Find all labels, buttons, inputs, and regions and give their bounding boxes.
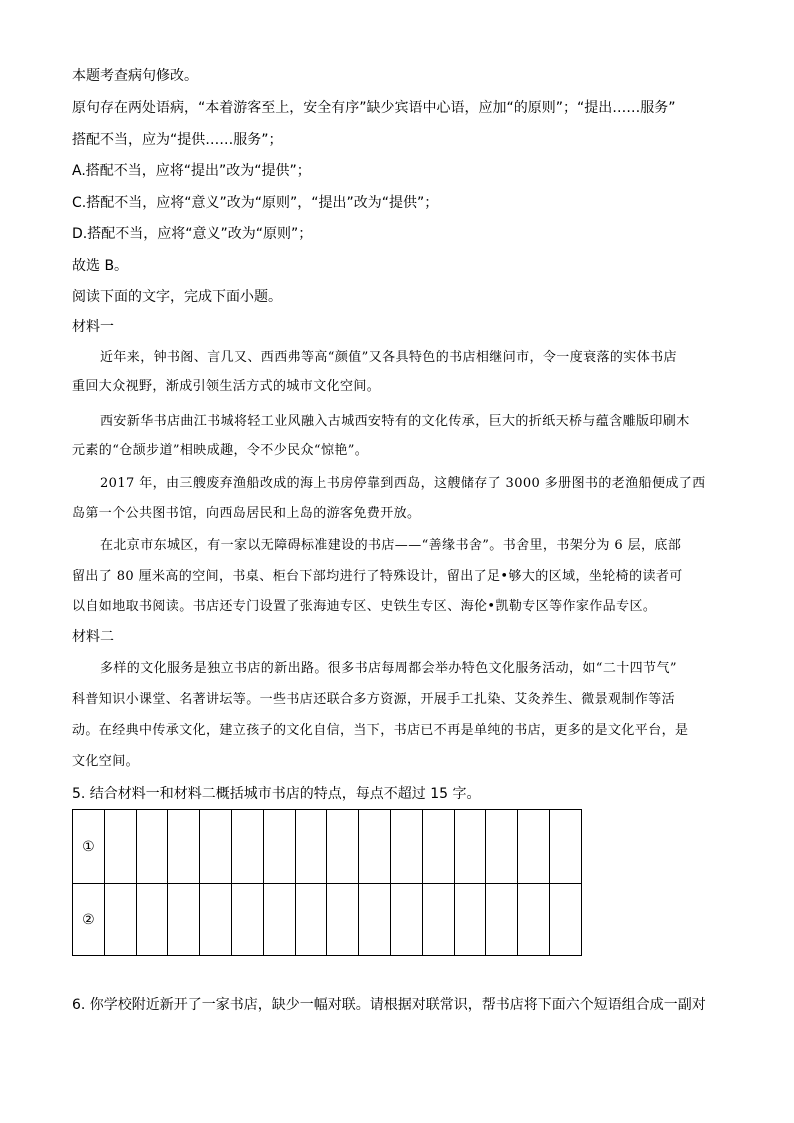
answer-cell[interactable] [454, 884, 486, 956]
material-one-heading: 材料一 [72, 319, 114, 335]
explanation-line: 搭配不当，应为“提供……服务”； [72, 132, 283, 148]
answer-cell[interactable] [295, 884, 327, 956]
answer-cell[interactable] [359, 884, 391, 956]
material-line: 重回大众视野，渐成引领生活方式的城市文化空间。 [72, 379, 381, 394]
explanation-line: C.搭配不当，应将“意义”改为“原则”，“提出”改为“提供”； [72, 195, 439, 211]
answer-cell[interactable] [390, 810, 422, 884]
answer-cell[interactable] [454, 810, 486, 884]
answer-cell[interactable] [200, 810, 232, 884]
answer-cell[interactable] [518, 884, 550, 956]
answer-cell[interactable] [549, 884, 581, 956]
answer-cell[interactable] [104, 884, 136, 956]
answer-cell[interactable] [549, 810, 581, 884]
answer-cell[interactable] [359, 810, 391, 884]
material-line: 科普知识小课堂、名著讲坛等。一些书店还联合多方资源，开展手工扎染、艾灸养生、微景观制作等活 [72, 692, 676, 707]
answer-cell[interactable] [390, 884, 422, 956]
material-line: 在北京市东城区，有一家以无障碍标准建设的书店——“善缘书舍”。书舍里，书架分为 6 层，底部 [100, 538, 682, 553]
answer-cell[interactable] [486, 810, 518, 884]
row-marker: ① [73, 810, 105, 884]
material-line: 多样的文化服务是独立书店的新出路。很多书店每周都会举办特色文化服务活动，如“二十四节气” [100, 661, 677, 676]
reading-instruction: 阅读下面的文字，完成下面小题。 [72, 289, 282, 305]
question-5-prompt: 5. 结合材料一和材料二概括城市书店的特点，每点不超过 15 字。 [72, 786, 481, 802]
answer-cell[interactable] [168, 884, 200, 956]
answer-grid [72, 809, 582, 956]
material-line: 岛第一个公共图书馆，向西岛居民和上岛的游客免费开放。 [72, 506, 421, 521]
answer-row [73, 884, 582, 956]
answer-cell[interactable] [104, 810, 136, 884]
answer-cell[interactable] [486, 884, 518, 956]
answer-cell[interactable] [327, 884, 359, 956]
material-line: 2017 年，由三艘废弃渔船改成的海上书房停靠到西岛，这艘储存了 3000 多册图书的老渔船便成了西 [100, 476, 706, 491]
answer-cell[interactable] [518, 810, 550, 884]
answer-cell[interactable] [263, 884, 295, 956]
row-marker: ② [73, 884, 105, 956]
answer-cell[interactable] [422, 884, 454, 956]
material-line: 留出了 80 厘米高的空间，书桌、柜台下部均进行了特殊设计，留出了足•够大的区域，坐轮椅的读者可 [72, 569, 683, 584]
answer-cell[interactable] [200, 884, 232, 956]
answer-cell[interactable] [422, 810, 454, 884]
answer-cell[interactable] [231, 884, 263, 956]
material-line: 文化空间。 [72, 754, 140, 769]
material-two-heading: 材料二 [72, 629, 114, 645]
answer-cell[interactable] [168, 810, 200, 884]
material-line: 西安新华书店曲江书城将轻工业风融入古城西安特有的文化传承，巨大的折纸天桥与蕴含雕版印刷木 [100, 414, 690, 429]
answer-cell[interactable] [136, 884, 168, 956]
answer-cell[interactable] [136, 810, 168, 884]
explanation-line: 本题考查病句修改。 [72, 68, 198, 84]
material-line: 元素的“仓颉步道”相映成趣，令不少民众“惊艳”。 [72, 443, 369, 458]
explanation-line: 故选 B。 [72, 258, 129, 274]
explanation-line: A.搭配不当，应将“提出”改为“提供”； [72, 163, 311, 179]
answer-cell[interactable] [295, 810, 327, 884]
answer-cell[interactable] [263, 810, 295, 884]
question-6-prompt: 6. 你学校附近新开了一家书店，缺少一幅对联。请根据对联常识，帮书店将下面六个短语组合成一副对 [72, 997, 706, 1013]
material-line: 近年来，钟书阁、言几又、西西弗等高“颜值”又各具特色的书店相继问市，令一度衰落的实体书店 [100, 350, 677, 365]
answer-cell[interactable] [327, 810, 359, 884]
explanation-line: D.搭配不当，应将“意义”改为“原则”； [72, 226, 313, 242]
explanation-line: 原句存在两处语病，“本着游客至上，安全有序”缺少宾语中心语，应加“的原则”；“提出……服务” [72, 100, 676, 116]
answer-cell[interactable] [231, 810, 263, 884]
material-line: 动。在经典中传承文化，建立孩子的文化自信，当下，书店已不再是单纯的书店，更多的是文化平台，是 [72, 723, 689, 738]
answer-row [73, 810, 582, 884]
material-line: 以自如地取书阅读。书店还专门设置了张海迪专区、史铁生专区、海伦•凯勒专区等作家作品专区。 [72, 599, 657, 614]
